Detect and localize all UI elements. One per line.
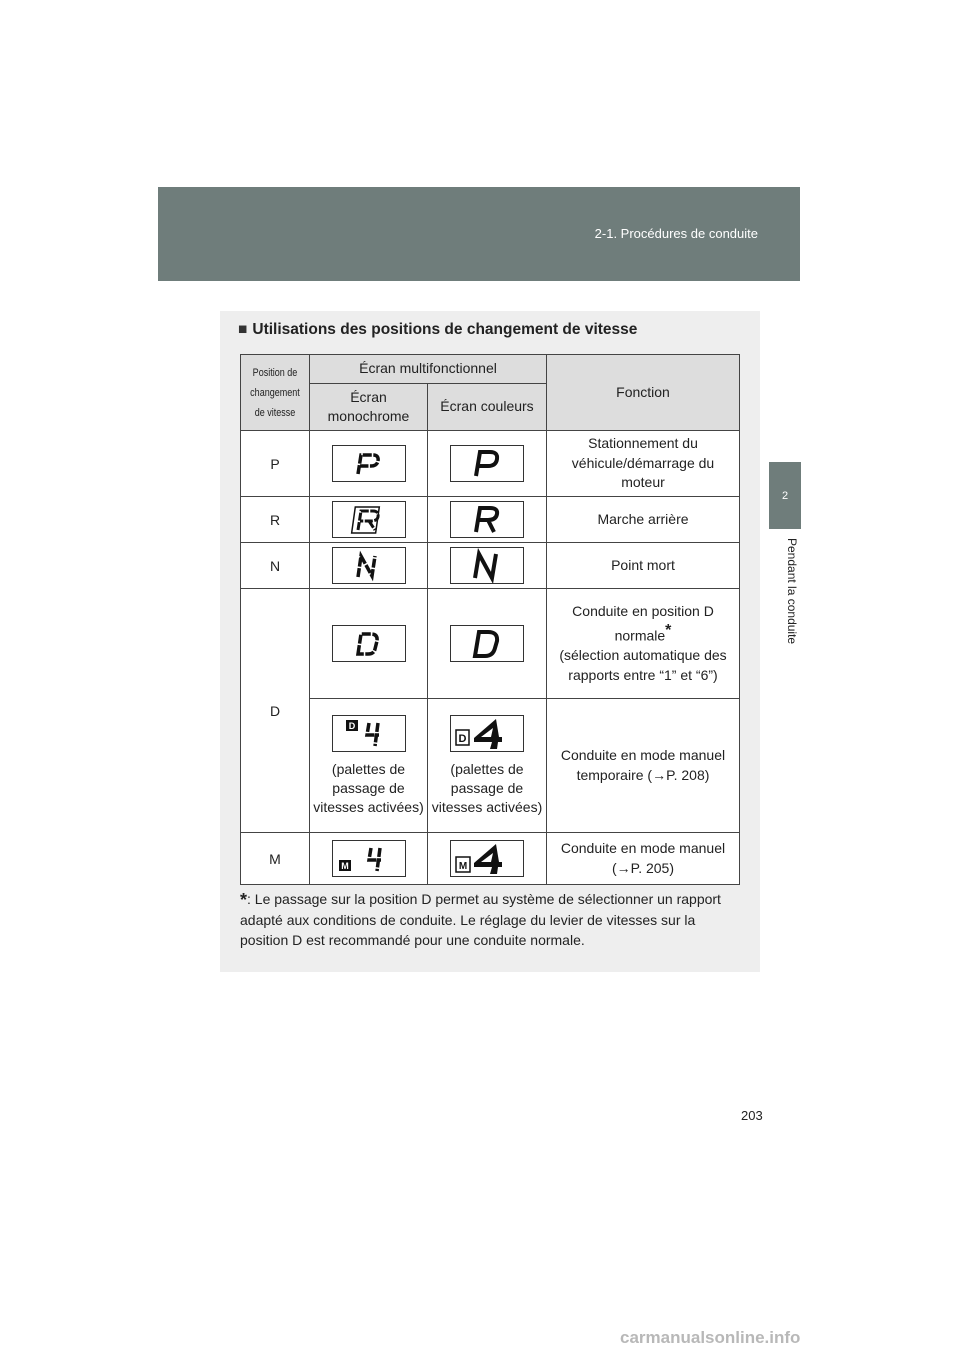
mono-d-icon xyxy=(332,625,406,662)
header-color-text: Écran couleurs xyxy=(440,398,534,415)
table-row xyxy=(241,833,740,885)
svg-text:M: M xyxy=(458,861,468,872)
mono-display xyxy=(310,543,428,589)
row-position: P xyxy=(241,431,310,497)
row-function: Conduite en position D normale* (sélection automatique des rapports entre “1” et “6”) xyxy=(547,589,740,699)
color-m4-icon xyxy=(450,840,524,877)
table-row xyxy=(241,699,740,833)
gear-table xyxy=(240,354,740,885)
chapter-tab xyxy=(769,462,801,529)
row-function: Stationnement du véhicule/démarrage du moteur xyxy=(547,431,740,497)
chapter-label: Pendant la conduite xyxy=(785,538,799,645)
color-n-icon xyxy=(450,547,524,584)
footnote xyxy=(240,889,738,950)
table-row xyxy=(241,589,740,699)
row-function: Conduite en mode manuel temporaire (→P. 208) xyxy=(547,699,740,833)
svg-text:M: M xyxy=(340,861,349,871)
footnote-star: * xyxy=(240,890,248,910)
section-title xyxy=(238,321,637,339)
mono-caption: (palettes de passage de vitesses activées) xyxy=(313,760,424,815)
table-row xyxy=(241,543,740,589)
svg-text:D: D xyxy=(348,720,355,731)
row-position: M xyxy=(241,833,310,885)
row-function: Marche arrière xyxy=(547,497,740,543)
page-number: 203 xyxy=(741,1108,763,1123)
mono-display xyxy=(310,833,428,885)
color-display xyxy=(428,833,547,885)
watermark: carmanualsonline.info xyxy=(620,1328,801,1347)
header-function xyxy=(547,355,740,431)
header-position-text: Position de changement de vitesse xyxy=(250,366,300,419)
header-position xyxy=(241,355,310,431)
color-caption: (palettes de passage de vitesses activées) xyxy=(431,760,543,815)
mono-r-icon xyxy=(332,501,406,538)
table-row xyxy=(241,497,740,543)
breadcrumb: 2-1. Procédures de conduite xyxy=(594,226,758,241)
chapter-number: 2 xyxy=(781,490,789,502)
color-d4-icon xyxy=(450,715,524,752)
mono-display xyxy=(310,699,428,833)
color-display xyxy=(428,589,547,699)
row-function: Point mort xyxy=(547,543,740,589)
header-mono-text: Écran monochrome xyxy=(327,388,410,424)
mono-n-icon xyxy=(332,547,406,584)
footnote-text: : Le passage sur la position D permet au système de sélectionner un rapport adapté aux conditions de conduite. Le réglage du levier de vitesses sur la position D est recommandé pour une conduite normale. xyxy=(240,891,721,948)
header-multi-text: Écran multifonctionnel xyxy=(359,360,497,377)
color-d-icon xyxy=(450,625,524,662)
mono-display xyxy=(310,497,428,543)
section-title-text: Utilisations des positions de changement de vitesse xyxy=(252,321,638,338)
mono-display xyxy=(310,589,428,699)
footnote-ref: * xyxy=(665,622,672,640)
section-marker: ■ xyxy=(238,321,248,338)
color-display xyxy=(428,543,547,589)
mono-display xyxy=(310,431,428,497)
color-display xyxy=(428,699,547,833)
mono-d4-icon xyxy=(332,715,406,752)
header-function-text: Fonction xyxy=(616,383,670,400)
row-position: D xyxy=(241,589,310,833)
row-position: R xyxy=(241,497,310,543)
color-display xyxy=(428,497,547,543)
chapter-header xyxy=(158,187,800,281)
svg-text:D: D xyxy=(458,732,467,745)
mono-m4-icon xyxy=(332,840,406,877)
row-function: Conduite en mode manuel (→P. 205) xyxy=(547,833,740,885)
header-mono xyxy=(310,384,428,431)
color-display xyxy=(428,431,547,497)
header-multi xyxy=(310,355,547,384)
row-position: N xyxy=(241,543,310,589)
table-row xyxy=(241,431,740,497)
mono-p-icon xyxy=(332,445,406,482)
header-color xyxy=(428,384,547,431)
color-p-icon xyxy=(450,445,524,482)
color-r-icon xyxy=(450,501,524,538)
